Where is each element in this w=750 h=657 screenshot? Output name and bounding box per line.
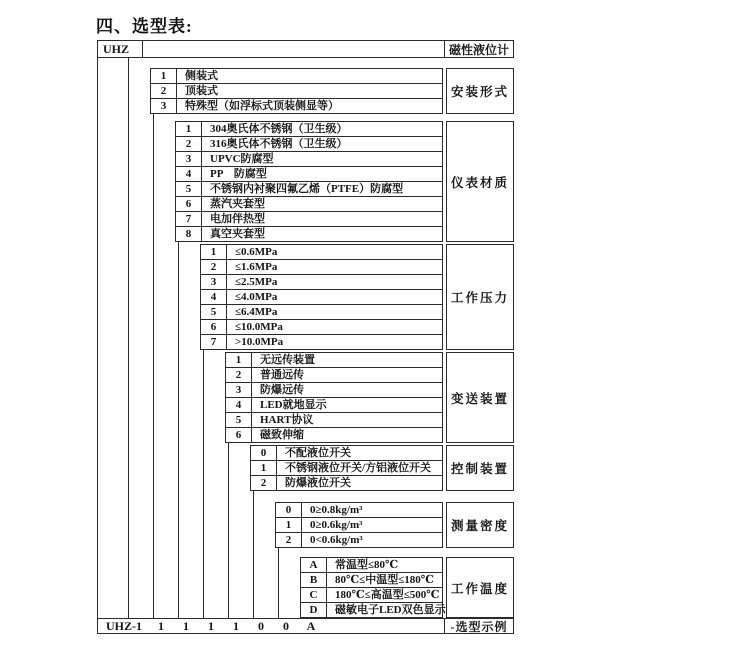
- option-desc: 顶装式: [185, 84, 218, 97]
- option-code: D: [301, 603, 327, 618]
- group-label: 安装形式: [446, 68, 514, 114]
- example-code-digit: 1: [208, 619, 214, 633]
- option-code: 1: [251, 461, 277, 475]
- example-row: [97, 618, 514, 634]
- option-code: 2: [151, 84, 177, 98]
- option-code: 3: [226, 383, 252, 397]
- option-desc: 磁敏电子LED双色显示: [335, 604, 446, 616]
- option-code: 6: [176, 197, 202, 211]
- option-desc: 普通远传: [260, 368, 304, 381]
- option-row: [226, 428, 442, 443]
- option-group: [225, 352, 443, 443]
- group-label: 仪表材质: [446, 121, 514, 242]
- example-code-digit: 1: [183, 619, 189, 633]
- option-desc: 不配液位开关: [285, 446, 351, 459]
- option-code: 0: [251, 446, 277, 460]
- option-code: 3: [201, 275, 227, 289]
- option-row: [301, 573, 442, 588]
- option-desc: 常温型≤80℃: [335, 558, 399, 571]
- option-group: [300, 557, 446, 618]
- example-code-digit: 1: [233, 619, 239, 633]
- model-code-cell: UHZ: [98, 41, 143, 57]
- option-desc: 0≥0.6kg/m³: [310, 518, 363, 531]
- product-name-cell: 磁性液位计: [444, 41, 513, 57]
- option-desc: ≤2.5MPa: [235, 275, 278, 288]
- option-desc: 316奥氏体不锈钢（卫生级）: [210, 137, 348, 150]
- option-code: 5: [176, 182, 202, 196]
- option-row: [201, 320, 442, 335]
- option-group: [150, 68, 443, 114]
- option-desc: 不锈钢内衬聚四氟乙烯（PTFE）防腐型: [210, 182, 404, 195]
- option-row: [201, 305, 442, 320]
- option-row: [201, 260, 442, 275]
- option-row: [176, 212, 442, 227]
- option-code: 7: [201, 335, 227, 350]
- option-code: 2: [226, 368, 252, 382]
- connector-line: [253, 491, 254, 618]
- group-label: 工作压力: [446, 244, 514, 350]
- option-row: [251, 476, 442, 491]
- option-desc: 80℃≤中温型≤180℃: [335, 573, 434, 586]
- option-row: [176, 227, 442, 242]
- option-desc: 防爆液位开关: [285, 477, 351, 489]
- option-desc: 磁致伸缩: [260, 429, 304, 441]
- example-code-digit: 1: [158, 619, 164, 633]
- option-row: [176, 182, 442, 197]
- option-row: [301, 588, 442, 603]
- connector-line: [128, 58, 129, 618]
- option-row: [151, 99, 442, 114]
- option-desc: ≤0.6MPa: [235, 245, 278, 258]
- option-code: 5: [201, 305, 227, 319]
- option-code: 1: [151, 69, 177, 83]
- group-label: 控制装置: [446, 445, 514, 491]
- option-desc: ≤6.4MPa: [235, 305, 278, 318]
- option-code: B: [301, 573, 327, 587]
- option-desc: UPVC防腐型: [210, 152, 274, 165]
- option-code: 7: [176, 212, 202, 226]
- example-prefix: UHZ-1: [106, 619, 142, 633]
- header-row: [97, 40, 514, 58]
- option-code: 8: [176, 227, 202, 242]
- option-desc: ≤4.0MPa: [235, 290, 278, 303]
- option-row: [176, 197, 442, 212]
- option-desc: 0<0.6kg/m³: [310, 534, 363, 546]
- option-row: [251, 446, 442, 461]
- option-code: 0: [276, 503, 302, 517]
- option-desc: PP 防腐型: [210, 167, 267, 180]
- option-group: [175, 121, 443, 242]
- option-code: 3: [151, 99, 177, 114]
- option-row: [226, 398, 442, 413]
- option-code: 1: [276, 518, 302, 532]
- option-group: [200, 244, 443, 350]
- option-desc: 特殊型（如浮标式顶装侧显等）: [185, 100, 339, 112]
- option-code: A: [301, 558, 327, 572]
- page-title: 四、选型表:: [96, 17, 193, 36]
- option-row: [226, 413, 442, 428]
- connector-line: [203, 350, 204, 618]
- connector-line: [153, 114, 154, 618]
- option-desc: 防爆远传: [260, 383, 304, 396]
- option-code: 2: [201, 260, 227, 274]
- option-group: [250, 445, 443, 491]
- option-code: 1: [176, 122, 202, 136]
- option-row: [176, 137, 442, 152]
- option-desc: LED就地显示: [260, 398, 327, 411]
- option-code: C: [301, 588, 327, 602]
- connector-line: [278, 548, 279, 618]
- option-row: [201, 245, 442, 260]
- connector-line: [228, 443, 229, 618]
- example-code-cell: [98, 619, 444, 633]
- option-group: [275, 502, 443, 548]
- option-code: 1: [201, 245, 227, 259]
- option-code: 2: [251, 476, 277, 491]
- option-code: 5: [226, 413, 252, 427]
- option-row: [151, 84, 442, 99]
- option-desc: 304奥氏体不锈钢（卫生级）: [210, 122, 348, 135]
- example-code-digit: 0: [258, 619, 264, 633]
- option-desc: ≤1.6MPa: [235, 260, 278, 273]
- option-code: 4: [201, 290, 227, 304]
- option-desc: 不锈钢液位开关/方铝液位开关: [285, 461, 432, 474]
- option-desc: HART协议: [260, 413, 314, 426]
- connector-line: [178, 242, 179, 618]
- connector-line: [97, 58, 98, 618]
- option-desc: >10.0MPa: [235, 336, 284, 348]
- option-row: [276, 503, 442, 518]
- group-label: 工作温度: [446, 557, 514, 618]
- option-row: [301, 603, 446, 618]
- option-code: 2: [176, 137, 202, 151]
- option-row: [276, 518, 442, 533]
- option-code: 2: [276, 533, 302, 548]
- option-row: [151, 69, 442, 84]
- option-desc: 180℃≤高温型≤500℃: [335, 588, 440, 601]
- option-row: [201, 290, 442, 305]
- option-desc: 真空夹套型: [210, 228, 265, 240]
- option-row: [226, 383, 442, 398]
- option-row: [176, 167, 442, 182]
- option-desc: 无远传装置: [260, 353, 315, 366]
- group-label: 测量密度: [446, 502, 514, 548]
- option-code: 6: [201, 320, 227, 334]
- option-row: [226, 353, 442, 368]
- header-spacer-cell: [143, 41, 444, 57]
- option-code: 4: [176, 167, 202, 181]
- option-desc: 电加伴热型: [210, 212, 265, 225]
- option-desc: ≤10.0MPa: [235, 320, 283, 333]
- option-code: 3: [176, 152, 202, 166]
- group-label: 变送装置: [446, 352, 514, 443]
- option-row: [201, 335, 442, 350]
- option-code: 1: [226, 353, 252, 367]
- option-row: [301, 558, 442, 573]
- option-row: [226, 368, 442, 383]
- example-code-digit: A: [306, 619, 316, 633]
- option-row: [251, 461, 442, 476]
- option-desc: 0≥0.8kg/m³: [310, 503, 363, 516]
- option-code: 6: [226, 428, 252, 443]
- option-row: [176, 152, 442, 167]
- example-label-cell: -选型示例: [444, 619, 513, 633]
- option-code: 4: [226, 398, 252, 412]
- option-row: [176, 122, 442, 137]
- option-desc: 蒸汽夹套型: [210, 197, 265, 210]
- example-code-digit: 0: [283, 619, 289, 633]
- option-row: [201, 275, 442, 290]
- option-desc: 侧装式: [185, 69, 218, 82]
- option-row: [276, 533, 442, 548]
